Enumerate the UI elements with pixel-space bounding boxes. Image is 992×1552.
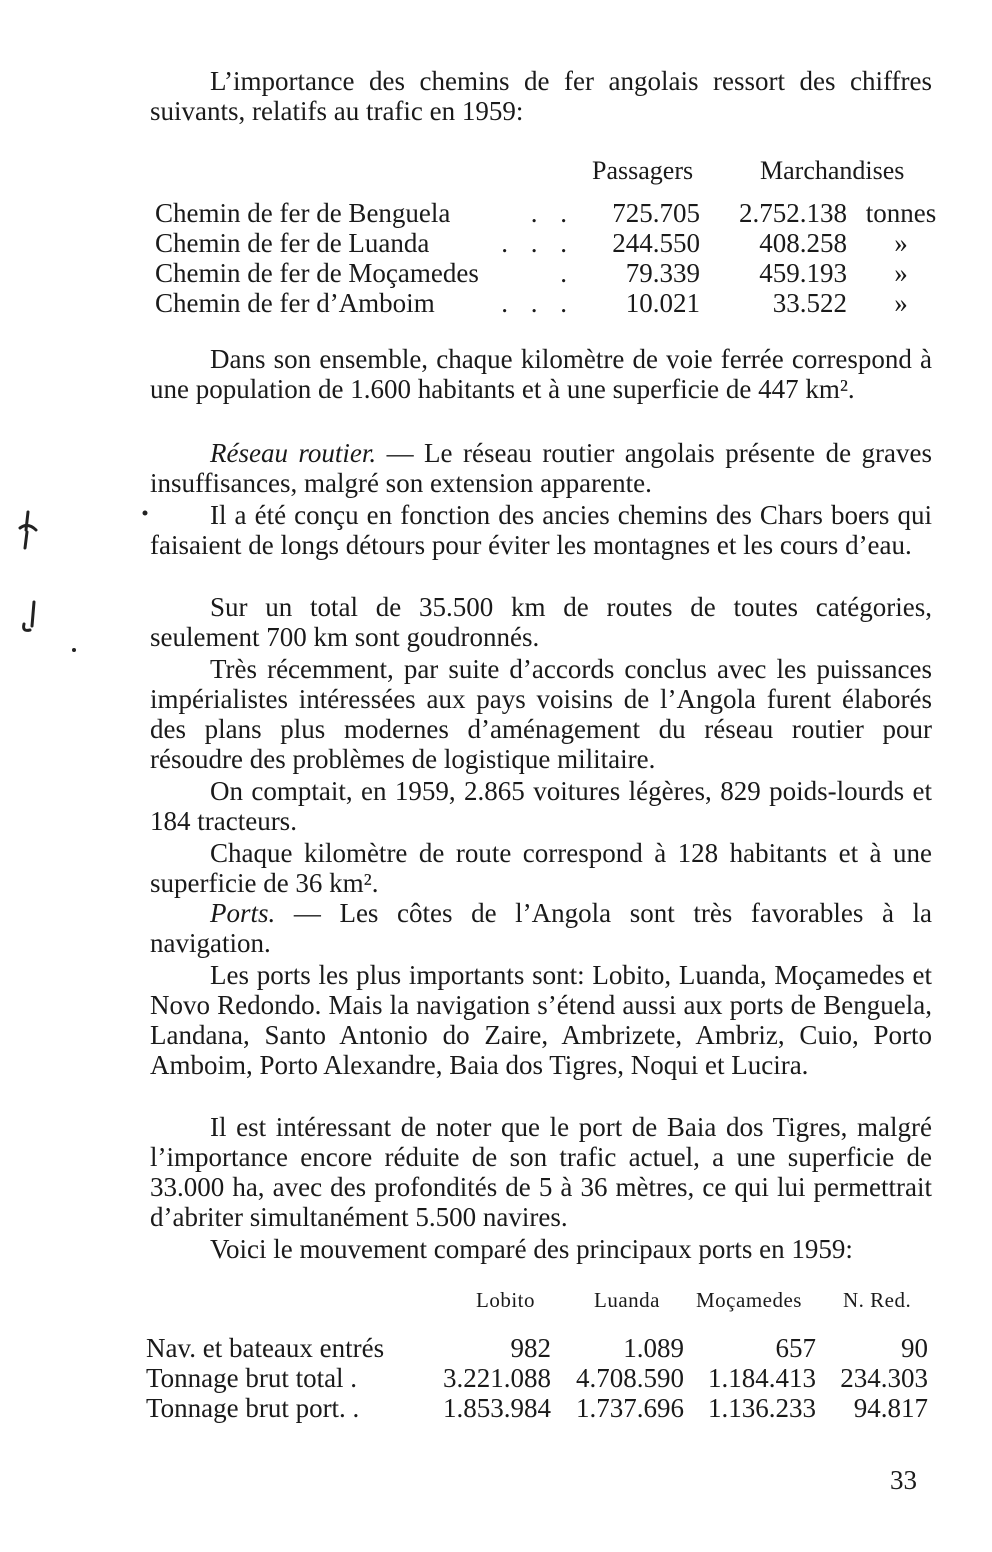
ports-cell: 3.221.088: [443, 1363, 551, 1393]
railway-goods: 2.752.138: [739, 198, 847, 228]
section-title-ports: Ports.: [210, 898, 276, 928]
railway-passengers: 725.705: [612, 198, 700, 228]
leader-dots: . .: [530, 198, 575, 228]
railway-goods: 33.522: [772, 288, 847, 318]
railway-name: Chemin de fer de Moçamedes: [155, 258, 479, 288]
ports-cell: 1.737.696: [576, 1393, 684, 1423]
ports-cell: 1.089: [623, 1333, 684, 1363]
ports-cell: 1.184.413: [708, 1363, 816, 1393]
leader-dots: .: [560, 258, 575, 288]
railway-name: Chemin de fer de Benguela: [155, 198, 451, 228]
ports-row-label: Tonnage brut port. .: [146, 1393, 360, 1423]
railway-passengers: 79.339: [625, 258, 700, 288]
railway-unit: »: [894, 228, 908, 258]
leader-dots: . . .: [501, 228, 575, 258]
railway-name: Chemin de fer de Luanda: [155, 228, 430, 258]
ports-header-novo-redondo: N. Red.: [843, 1288, 912, 1312]
ports-row-label: Nav. et bateaux entrés: [146, 1333, 385, 1363]
ports-header-luanda: Luanda: [594, 1288, 660, 1312]
railway-passengers: 10.021: [625, 288, 700, 318]
ports-row: [146, 1333, 936, 1363]
railway-unit: »: [894, 258, 908, 288]
ports-cell: 982: [510, 1333, 551, 1363]
paragraph-road-total: Sur un total de 35.500 km de routes de toutes catégories, seulement 700 km sont goudronnés.: [150, 592, 932, 652]
ports-row-label: Tonnage brut total .: [146, 1363, 358, 1393]
paragraph-road-density: Chaque kilomètre de route correspond à 128 habitants et à une superficie de 36 km².: [150, 838, 932, 898]
ports-cell: 4.708.590: [576, 1363, 684, 1393]
ports-header-lobito: Lobito: [476, 1288, 535, 1312]
ports-cell: 90: [901, 1333, 928, 1363]
paragraph-road-network-text: — Le réseau routier angolais présente de graves insuffisances, malgré son extension apparente.: [150, 438, 932, 498]
railway-goods: 459.193: [759, 258, 847, 288]
margin-dot-mark: [70, 646, 78, 654]
paragraph-ports: [150, 898, 932, 958]
paragraph-ports-list: Les ports les plus importants sont: Lobito, Luanda, Moçamedes et Novo Redondo. Mais la navigation s’étend aussi aux ports de Benguela, Landana, Santo Antonio do Zaire, Ambrizete, Ambriz, Cuio, Porto Amboim, Porto Alexandre, Baia dos Tigres, Noqui et Lucira.: [150, 960, 932, 1080]
paragraph-baia-dos-tigres: Il est intéressant de noter que le port de Baia dos Tigres, malgré l’importance encore réduite de son trafic actuel, a une superficie de 33.000 ha, avec des profondités de 5 à 36 mètres, ce qui lui permettrait d’abriter simultanément 5.500 navires.: [150, 1112, 932, 1232]
railway-row: [155, 198, 945, 228]
railway-name: Chemin de fer d’Amboim: [155, 288, 435, 318]
margin-annotation-mark: [14, 508, 42, 554]
paragraph-road-plans: Très récemment, par suite d’accords conclus avec les puissances impérialistes intéressées aux pays voisins de l’Angola furent élaborés des plans plus modernes d’aménagement du réseau routier pour résoudre des problèmes de logistique militaire.: [150, 654, 932, 774]
ports-header-mocamedes: Moçamedes: [696, 1288, 802, 1312]
section-title-road-network: Réseau routier.: [210, 438, 377, 468]
intro-paragraph: L’importance des chemins de fer angolais ressort des chiffres suivants, relatifs au trafic en 1959:: [150, 66, 932, 126]
ports-cell: 657: [775, 1333, 816, 1363]
ports-row: [146, 1393, 936, 1423]
ports-cell: 1.853.984: [443, 1393, 551, 1423]
railway-row: [155, 228, 945, 258]
railway-header-passengers: Passagers: [592, 156, 694, 185]
ports-row: [146, 1363, 936, 1393]
ports-cell: 94.817: [853, 1393, 928, 1423]
paragraph-ports-comparison: Voici le mouvement comparé des principaux ports en 1959:: [210, 1234, 853, 1264]
margin-dot-mark: [140, 508, 150, 518]
ports-cell: 234.303: [840, 1363, 928, 1393]
railway-passengers: 244.550: [612, 228, 700, 258]
paragraph-ports-text: — Les côtes de l’Angola sont très favorables à la navigation.: [150, 898, 932, 958]
paragraph-vehicles: On comptait, en 1959, 2.865 voitures légères, 829 poids-lourds et 184 tracteurs.: [150, 776, 932, 836]
railway-unit: tonnes: [865, 198, 937, 228]
paragraph-railway-density: Dans son ensemble, chaque kilomètre de voie ferrée correspond à une population de 1.600 habitants et à une superficie de 447 km².: [150, 344, 932, 404]
paragraph-road-network: [150, 438, 932, 498]
railway-unit: »: [894, 288, 908, 318]
page-number: 33: [890, 1465, 917, 1495]
railway-row: [155, 288, 945, 318]
railway-row: [155, 258, 945, 288]
margin-annotation-mark: [16, 600, 42, 636]
leader-dots: . . .: [501, 288, 575, 318]
railway-header-goods: Marchandises: [760, 156, 905, 185]
railway-goods: 408.258: [759, 228, 847, 258]
ports-cell: 1.136.233: [708, 1393, 816, 1423]
paragraph-road-origin: Il a été conçu en fonction des ancies chemins des Chars boers qui faisaient de longs détours pour éviter les montagnes et les cours d’eau.: [150, 500, 932, 560]
